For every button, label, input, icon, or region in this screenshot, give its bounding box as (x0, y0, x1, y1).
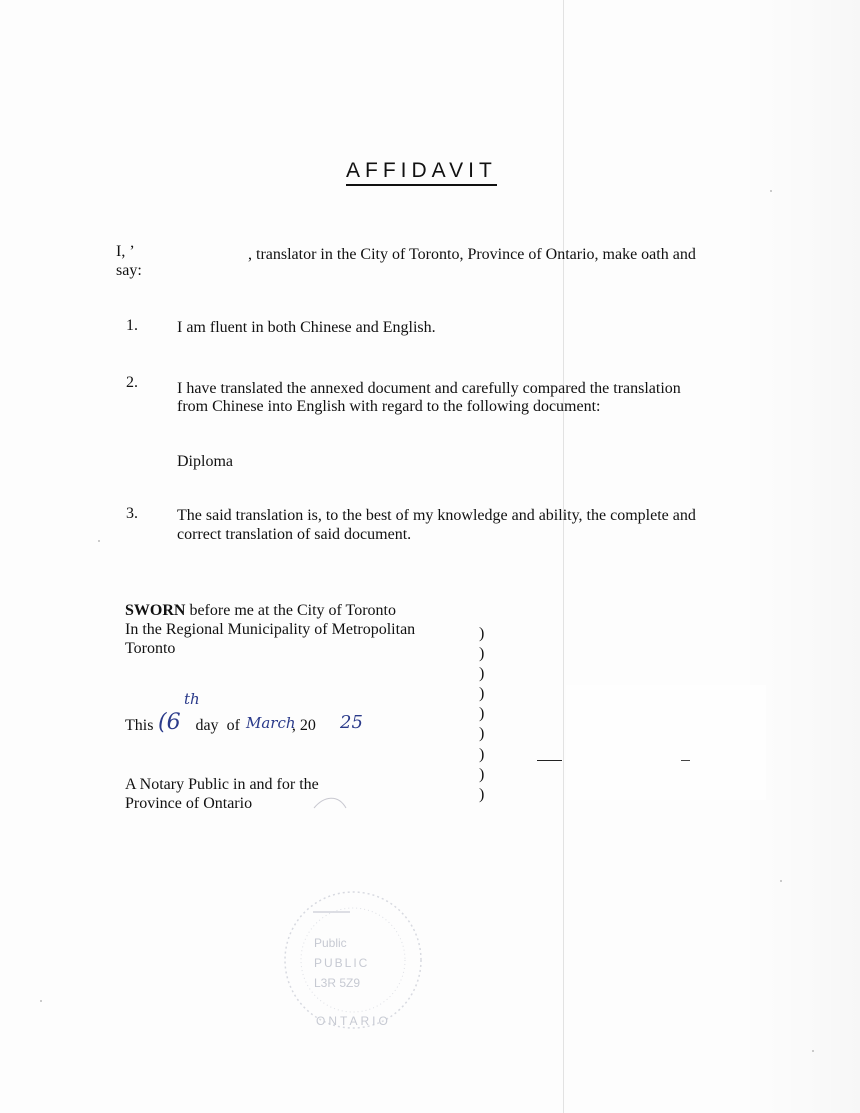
scan-speck (780, 880, 782, 882)
signature-stroke (312, 792, 352, 812)
handwritten-day-suffix: th (184, 690, 200, 708)
intro-continuation: say: (116, 262, 142, 279)
date-of: of (226, 717, 240, 734)
notary-province: Province of Ontario (125, 795, 253, 812)
paragraph-number: 1. (126, 317, 138, 334)
sworn-keyword: SWORN (125, 602, 186, 619)
paragraph-3-line: correct translation of said document. (177, 526, 412, 543)
translated-document-name: Diploma (177, 453, 233, 470)
intro-text: , translator in the City of Toronto, Province of Ontario, make oath and (248, 246, 696, 263)
scan-speck (40, 1000, 42, 1002)
handwritten-day: (6 (158, 710, 181, 735)
paragraph-3-line: The said translation is, to the best of my knowledge and ability, the complete and (177, 507, 696, 524)
scan-speck (812, 1050, 814, 1052)
bracket: ) (479, 765, 485, 783)
paragraph-number: 3. (126, 505, 138, 522)
sworn-location: before me at the City of Toronto (185, 602, 396, 619)
scan-speck (98, 540, 100, 542)
jurat-city-line: Toronto (125, 640, 176, 657)
intro-prefix: I, ʼ (116, 243, 135, 260)
jurat-sworn-line (125, 602, 396, 620)
bracket: ) (479, 745, 485, 763)
scan-speck (770, 190, 772, 192)
bracket: ) (479, 665, 485, 683)
seal-text: PUBLIC (314, 956, 370, 970)
paragraph-2-line: from Chinese into English with regard to the following document: (177, 398, 601, 415)
bracket: ) (479, 625, 485, 642)
seal-text: L3R 5Z9 (314, 976, 361, 990)
seal-text: ONTARIO (316, 1014, 391, 1028)
signature-line-end (681, 760, 690, 761)
paragraph-number: 2. (126, 374, 138, 391)
paragraph-2-line: I have translated the annexed document and carefully compared the translation (177, 380, 681, 397)
bracket: ) (479, 785, 485, 803)
bracket: ) (479, 685, 485, 703)
paragraph-1-line: I am fluent in both Chinese and English. (177, 319, 436, 336)
signature-line (537, 760, 562, 761)
notary-line: A Notary Public in and for the (125, 776, 319, 793)
notary-seal (268, 880, 438, 1040)
bracket: ) (479, 705, 485, 723)
redacted-signature-area (566, 685, 766, 800)
date-year-prefix: , 20 (291, 717, 316, 734)
date-this: This (125, 717, 154, 734)
seal-text: Public (314, 936, 347, 950)
jurat-municipality-line: In the Regional Municipality of Metropolitan (125, 621, 416, 638)
scan-shade (740, 0, 860, 1113)
handwritten-month: March (246, 714, 296, 732)
bracket: ) (479, 725, 485, 743)
jurat-bracket-column (479, 624, 489, 805)
scan-fold-line (563, 0, 564, 1113)
document-title: AFFIDAVIT (346, 158, 497, 186)
handwritten-year: 25 (340, 712, 363, 733)
bracket: ) (479, 645, 485, 663)
date-day-label: day (195, 717, 219, 734)
